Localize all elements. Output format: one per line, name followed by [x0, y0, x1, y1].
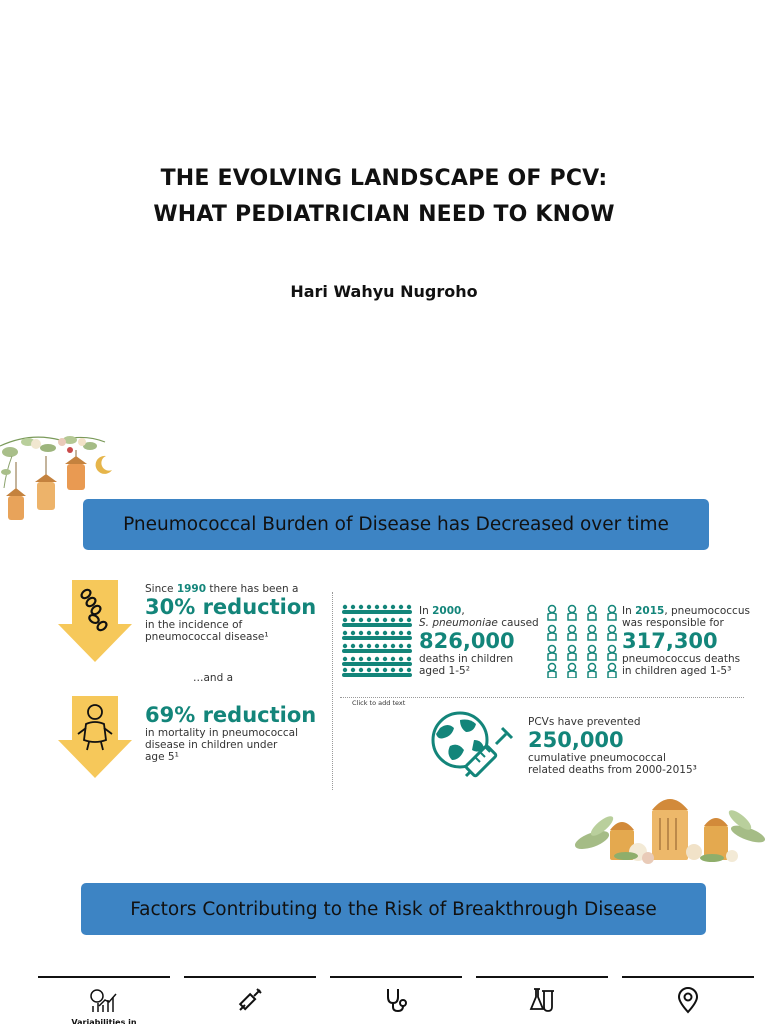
stat3-desc2: aged 1-5²	[419, 665, 470, 677]
stat3-desc1: deaths in children	[419, 653, 514, 665]
factors-row	[0, 976, 768, 1024]
factors-banner-title: Factors Contributing to the Risk of Breakthrough Disease	[130, 898, 657, 920]
stat3-year: 2000	[432, 605, 462, 617]
factor-card-1	[38, 976, 170, 1024]
globe-syringe-icon	[430, 710, 520, 782]
location-pin-icon	[674, 986, 702, 1014]
burden-banner-title: Pneumococcal Burden of Disease has Decreased over time	[123, 514, 669, 535]
title-slide	[0, 0, 768, 420]
stat1-pre: Since	[145, 583, 177, 595]
stat3-species: S. pneumoniae	[419, 617, 498, 629]
stat-69-reduction	[145, 703, 335, 763]
stat2-value: 69% reduction	[145, 703, 317, 727]
chart-icon	[89, 988, 119, 1014]
factor-label-1: Variabilities in	[71, 1018, 137, 1024]
stat-250000-prevented	[528, 716, 708, 776]
stat4-desc2: in children aged 1-5³	[622, 665, 732, 677]
stat5-desc1: cumulative pneumococcal	[528, 752, 666, 764]
author-name: Hari Wahyu Nugroho	[290, 282, 478, 301]
vertical-divider	[332, 592, 333, 790]
stat3-value: 826,000	[419, 629, 515, 653]
down-arrow-child-icon	[58, 696, 132, 778]
factors-banner	[81, 883, 706, 935]
factor-card-5	[622, 976, 754, 1024]
stat4-line2: was responsible for	[622, 617, 724, 629]
stat-826000-deaths	[419, 605, 539, 677]
stat1-year: 1990	[176, 583, 207, 595]
connector-text: …and a	[193, 672, 234, 684]
stat4-value: 317,300	[622, 629, 718, 653]
stat-30-reduction	[145, 583, 335, 643]
factor-card-4	[476, 976, 608, 1024]
factor-card-3	[330, 976, 462, 1024]
stat1-desc1: in the incidence of	[145, 619, 243, 631]
stat2-desc3: age 5¹	[145, 751, 179, 763]
stat4-post: , pneumococcus	[664, 605, 750, 617]
stat1-value: 30% reduction	[145, 595, 317, 619]
burden-banner	[83, 499, 709, 550]
stat4-desc1: pneumococcus deaths	[622, 653, 741, 665]
people-grid-icon	[341, 604, 413, 678]
syringe-icon	[236, 986, 264, 1014]
title-line-2: WHAT PEDIATRICIAN NEED TO KNOW	[153, 202, 615, 227]
stat1-post: there has been a	[206, 583, 299, 595]
stat4-year: 2015	[635, 605, 665, 617]
stethoscope-icon	[382, 986, 410, 1014]
stat5-value: 250,000	[528, 728, 624, 752]
stat3-pre: In	[419, 605, 433, 617]
title-line-1: THE EVOLVING LANDSCAPE OF PCV:	[160, 166, 608, 191]
horizontal-divider	[340, 697, 744, 698]
stat4-pre: In	[622, 605, 636, 617]
stat5-desc2: related deaths from 2000-2015³	[528, 764, 697, 776]
stat3-line2-rest: caused	[497, 617, 539, 629]
children-grid-icon	[545, 604, 617, 678]
stat1-desc2: pneumococcal disease¹	[145, 631, 269, 643]
stat-317300-deaths	[622, 605, 762, 677]
lab-flask-icon	[528, 986, 556, 1014]
stat2-desc2: disease in children under	[145, 739, 278, 751]
stat3-post: ,	[461, 605, 465, 617]
stat5-line1: PCVs have prevented	[528, 716, 641, 728]
down-arrow-bacteria-icon	[58, 580, 132, 662]
factor-card-2	[184, 976, 316, 1024]
stat2-desc1: in mortality in pneumococcal	[145, 727, 299, 739]
mosque-floral-decoration-right	[572, 790, 768, 864]
click-to-add-text-placeholder[interactable]: Click to add text	[352, 699, 406, 707]
